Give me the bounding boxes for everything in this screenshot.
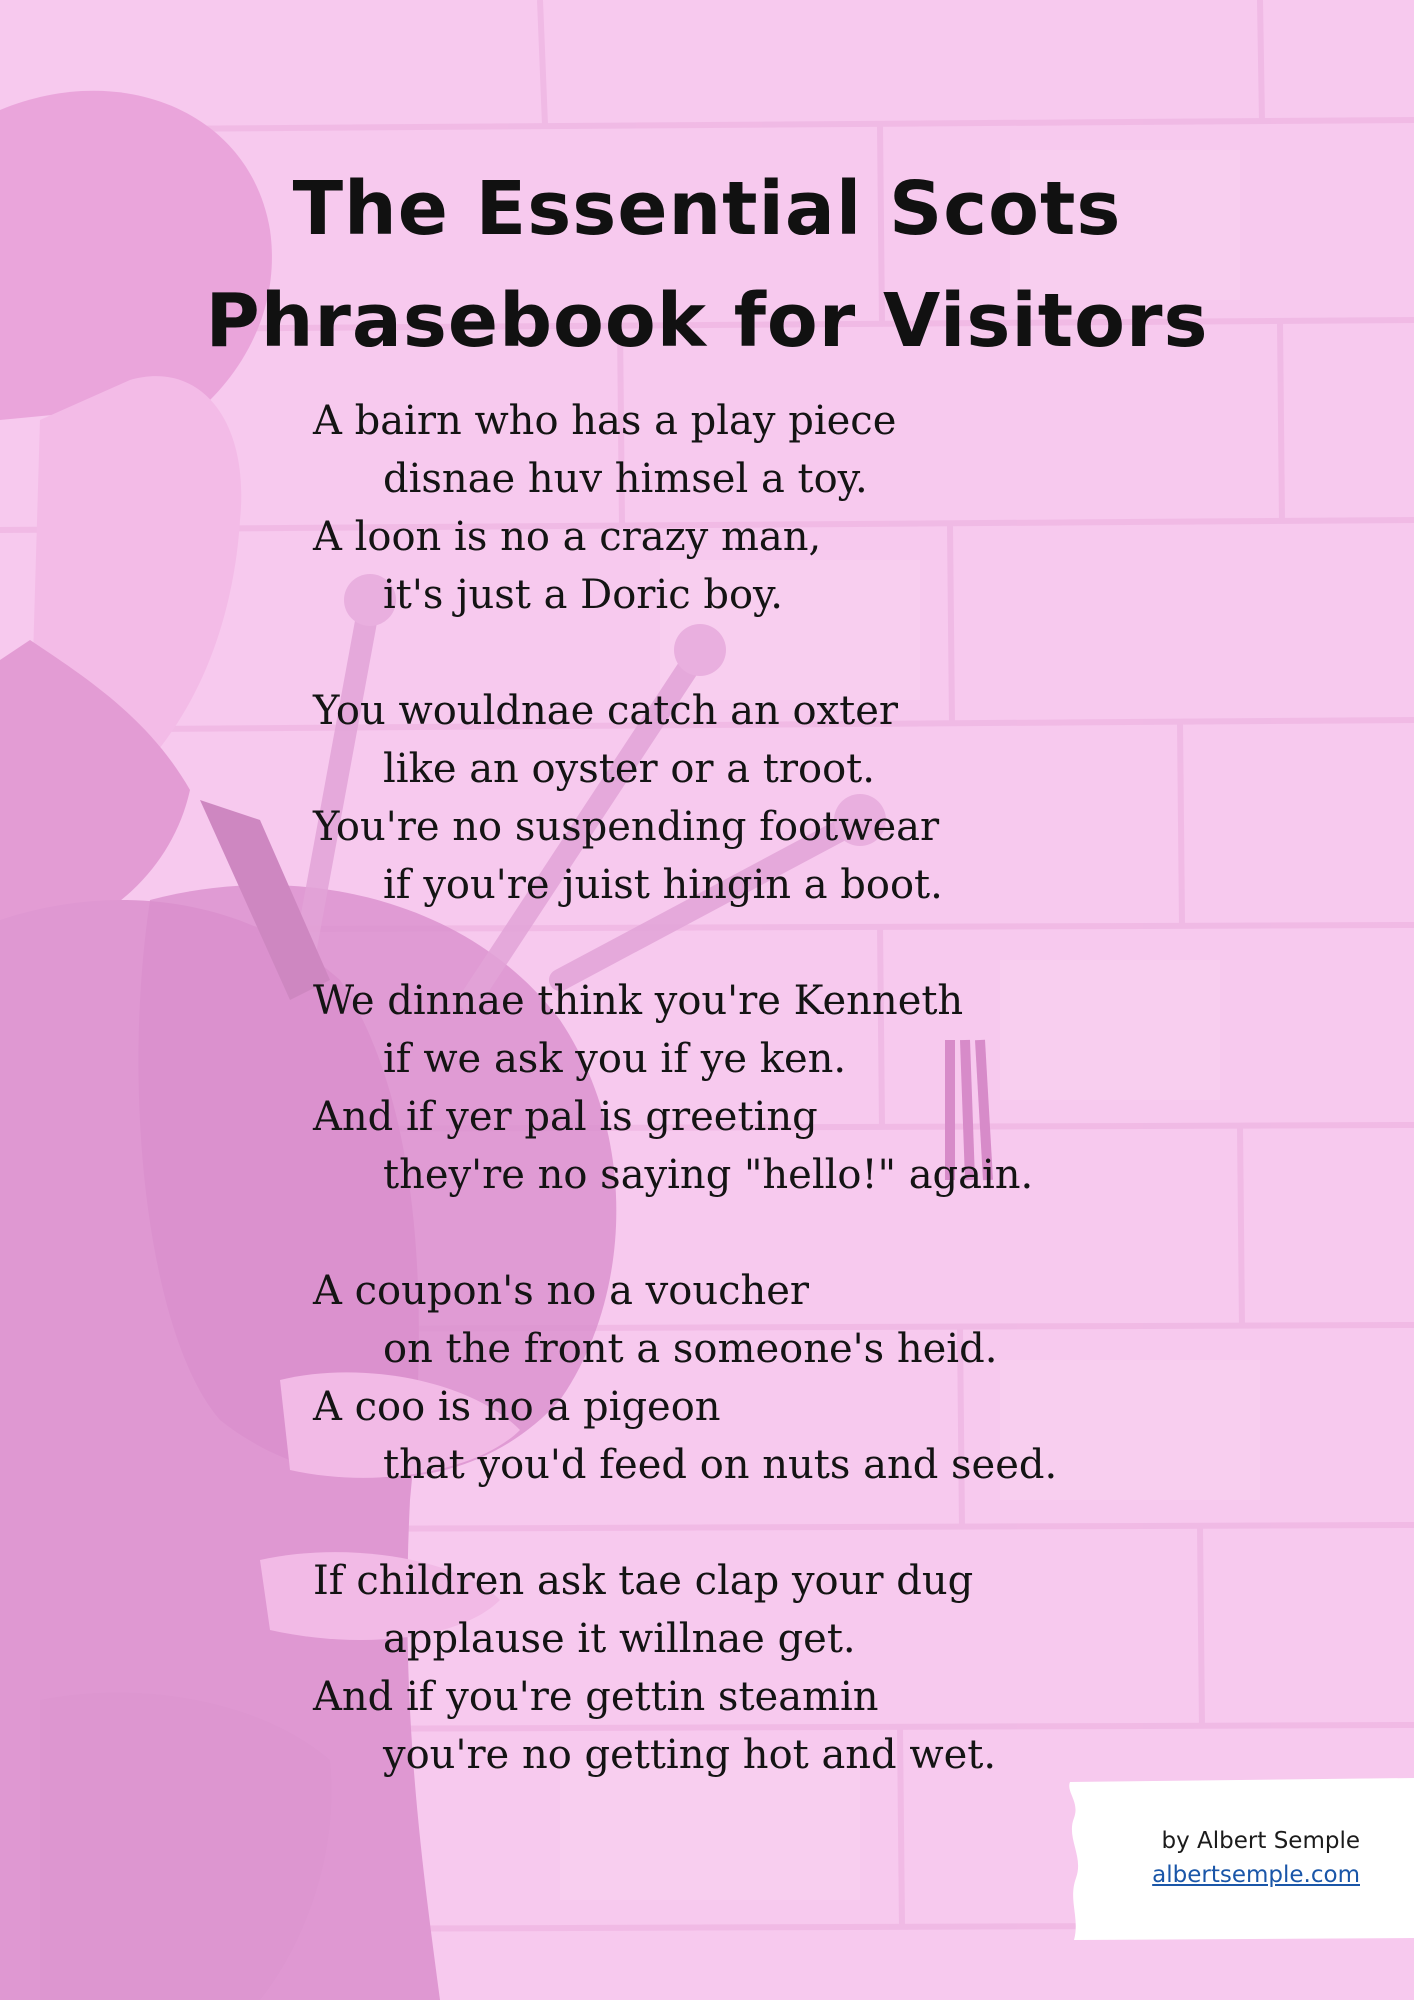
poem-line: you're no getting hot and wet. — [383, 1732, 997, 1778]
title-line-1: The Essential Scots — [292, 166, 1122, 252]
poem-line: And if yer pal is greeting — [313, 1094, 818, 1140]
stanza-3 — [313, 972, 1273, 1204]
poem-line: like an oyster or a troot. — [383, 746, 875, 792]
author-credit: by Albert Semple — [1161, 1828, 1360, 1854]
stanza-4 — [313, 1262, 1273, 1494]
poem-line: they're no saying "hello!" again. — [383, 1152, 1034, 1198]
poem-line: it's just a Doric boy. — [383, 572, 784, 618]
poem-line: A loon is no a crazy man, — [313, 514, 822, 560]
poem-line: And if you're gettin steamin — [313, 1674, 879, 1720]
torn-paper-shape — [1062, 1778, 1414, 1940]
poem-line: If children ask tae clap your dug — [313, 1558, 974, 1604]
stanza-2 — [313, 682, 1273, 914]
poem-line: disnae huv himsel a toy. — [383, 456, 868, 502]
poem-line: A coo is no a pigeon — [313, 1384, 721, 1430]
stanza-5 — [313, 1552, 1273, 1784]
poem-line: if you're juist hingin a boot. — [383, 862, 943, 908]
poem-line: A coupon's no a voucher — [313, 1268, 810, 1314]
poem-line: You wouldnae catch an oxter — [313, 688, 898, 734]
poem-body — [313, 392, 1273, 1842]
poem-line: that you'd feed on nuts and seed. — [383, 1442, 1058, 1488]
title-line-2: Phrasebook for Visitors — [205, 278, 1209, 364]
credit-box — [1062, 1778, 1414, 1940]
website-link[interactable]: albertsemple.com — [1152, 1862, 1360, 1888]
poem-line: A bairn who has a play piece — [313, 398, 897, 444]
poem-line: if we ask you if ye ken. — [383, 1036, 847, 1082]
poem-line: applause it willnae get. — [383, 1616, 856, 1662]
poem-line: You're no suspending footwear — [313, 804, 940, 850]
stanza-1 — [313, 392, 1273, 624]
poem-line: on the front a someone's heid. — [383, 1326, 998, 1372]
poem-line: We dinnae think you're Kenneth — [313, 978, 964, 1024]
